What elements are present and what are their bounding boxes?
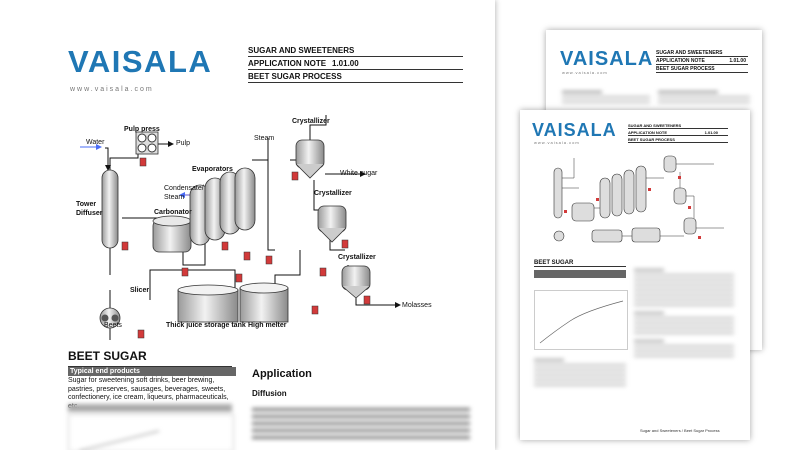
label-tower-diffuser: Tower Diffuser bbox=[76, 201, 103, 217]
label-carbonator: Carbonator bbox=[154, 209, 192, 216]
blurred-diffusion-text bbox=[252, 404, 470, 443]
page-thumbnail-front bbox=[520, 110, 750, 440]
blurred-caption-bar bbox=[68, 404, 232, 412]
blurred-chart bbox=[68, 414, 234, 450]
brand-logo: VAISALA bbox=[560, 48, 654, 70]
header-line-3: BEET SUGAR PROCESS bbox=[628, 137, 728, 143]
application-heading: Application bbox=[252, 368, 312, 380]
typical-products-heading: Typical end products bbox=[68, 367, 236, 376]
header-label: APPLICATION NOTE bbox=[628, 130, 668, 135]
header-line-2 bbox=[628, 130, 728, 136]
label-slicer: Slicer bbox=[130, 287, 150, 294]
label-crystallizer-1: Crystallizer bbox=[292, 118, 330, 125]
label-thick-juice-tank: Thick juice storage tank bbox=[166, 322, 246, 329]
section-title: BEET SUGAR bbox=[68, 349, 232, 367]
header-label: APPLICATION NOTE bbox=[248, 59, 327, 68]
label-crystallizer-2: Crystallizer bbox=[314, 190, 352, 197]
section-title-small: BEET SUGAR bbox=[534, 260, 626, 267]
brand-logo: VAISALA bbox=[68, 44, 213, 79]
header-line-2 bbox=[248, 59, 463, 70]
label-steam: Steam bbox=[254, 135, 275, 142]
header-line-2 bbox=[656, 58, 748, 65]
blurred-application-text bbox=[634, 266, 734, 360]
website: www.vaisala.com bbox=[70, 86, 154, 93]
label-condensate-steam: Condensate/ Steam bbox=[164, 185, 204, 201]
label-white-sugar: White sugar bbox=[340, 170, 378, 177]
header-line-1: SUGAR AND SWEETENERS bbox=[248, 46, 463, 57]
website: www.vaisala.com bbox=[562, 70, 608, 75]
blurred-intro-text bbox=[534, 356, 626, 389]
header-line-3: BEET SUGAR PROCESS bbox=[248, 72, 463, 83]
header-code: 1.01.00 bbox=[729, 58, 746, 64]
label-high-melter: High melter bbox=[248, 322, 287, 329]
header-line-1: SUGAR AND SWEETENERS bbox=[628, 123, 728, 129]
mini-process-diagram bbox=[534, 148, 734, 258]
header-code: 1.01.00 bbox=[332, 59, 359, 68]
website: www.vaisala.com bbox=[534, 140, 580, 145]
header-code: 1.01.00 bbox=[704, 130, 718, 135]
label-pulp-press: Pulp press bbox=[124, 126, 160, 133]
label-water: Water bbox=[86, 139, 105, 146]
mini-chart bbox=[534, 290, 628, 350]
typical-bar-small bbox=[534, 270, 626, 278]
tower-diffuser-shape bbox=[102, 170, 118, 248]
brand-logo: VAISALA bbox=[532, 120, 617, 140]
label-molasses: Molasses bbox=[402, 302, 432, 309]
label-evaporators: Evaporators bbox=[192, 166, 233, 173]
footer-text: Sugar and Sweeteners / Beet Sugar Process bbox=[640, 428, 720, 433]
diffusion-heading: Diffusion bbox=[252, 389, 287, 398]
label-crystallizer-3: Crystallizer bbox=[338, 254, 376, 261]
header-line-1: SUGAR AND SWEETENERS bbox=[656, 50, 748, 57]
header-line-3: BEET SUGAR PROCESS bbox=[656, 66, 748, 73]
header-label: APPLICATION NOTE bbox=[656, 58, 705, 64]
label-beets: Beets bbox=[104, 322, 122, 329]
label-pulp: Pulp bbox=[176, 140, 191, 147]
typical-products-text: Sugar for sweetening soft drinks, beer brewing, pastries, preserves, sausages, beverages, sweets, confectionery, ice cream, liqueurs, pharmaceuticals, bbox=[68, 377, 229, 401]
